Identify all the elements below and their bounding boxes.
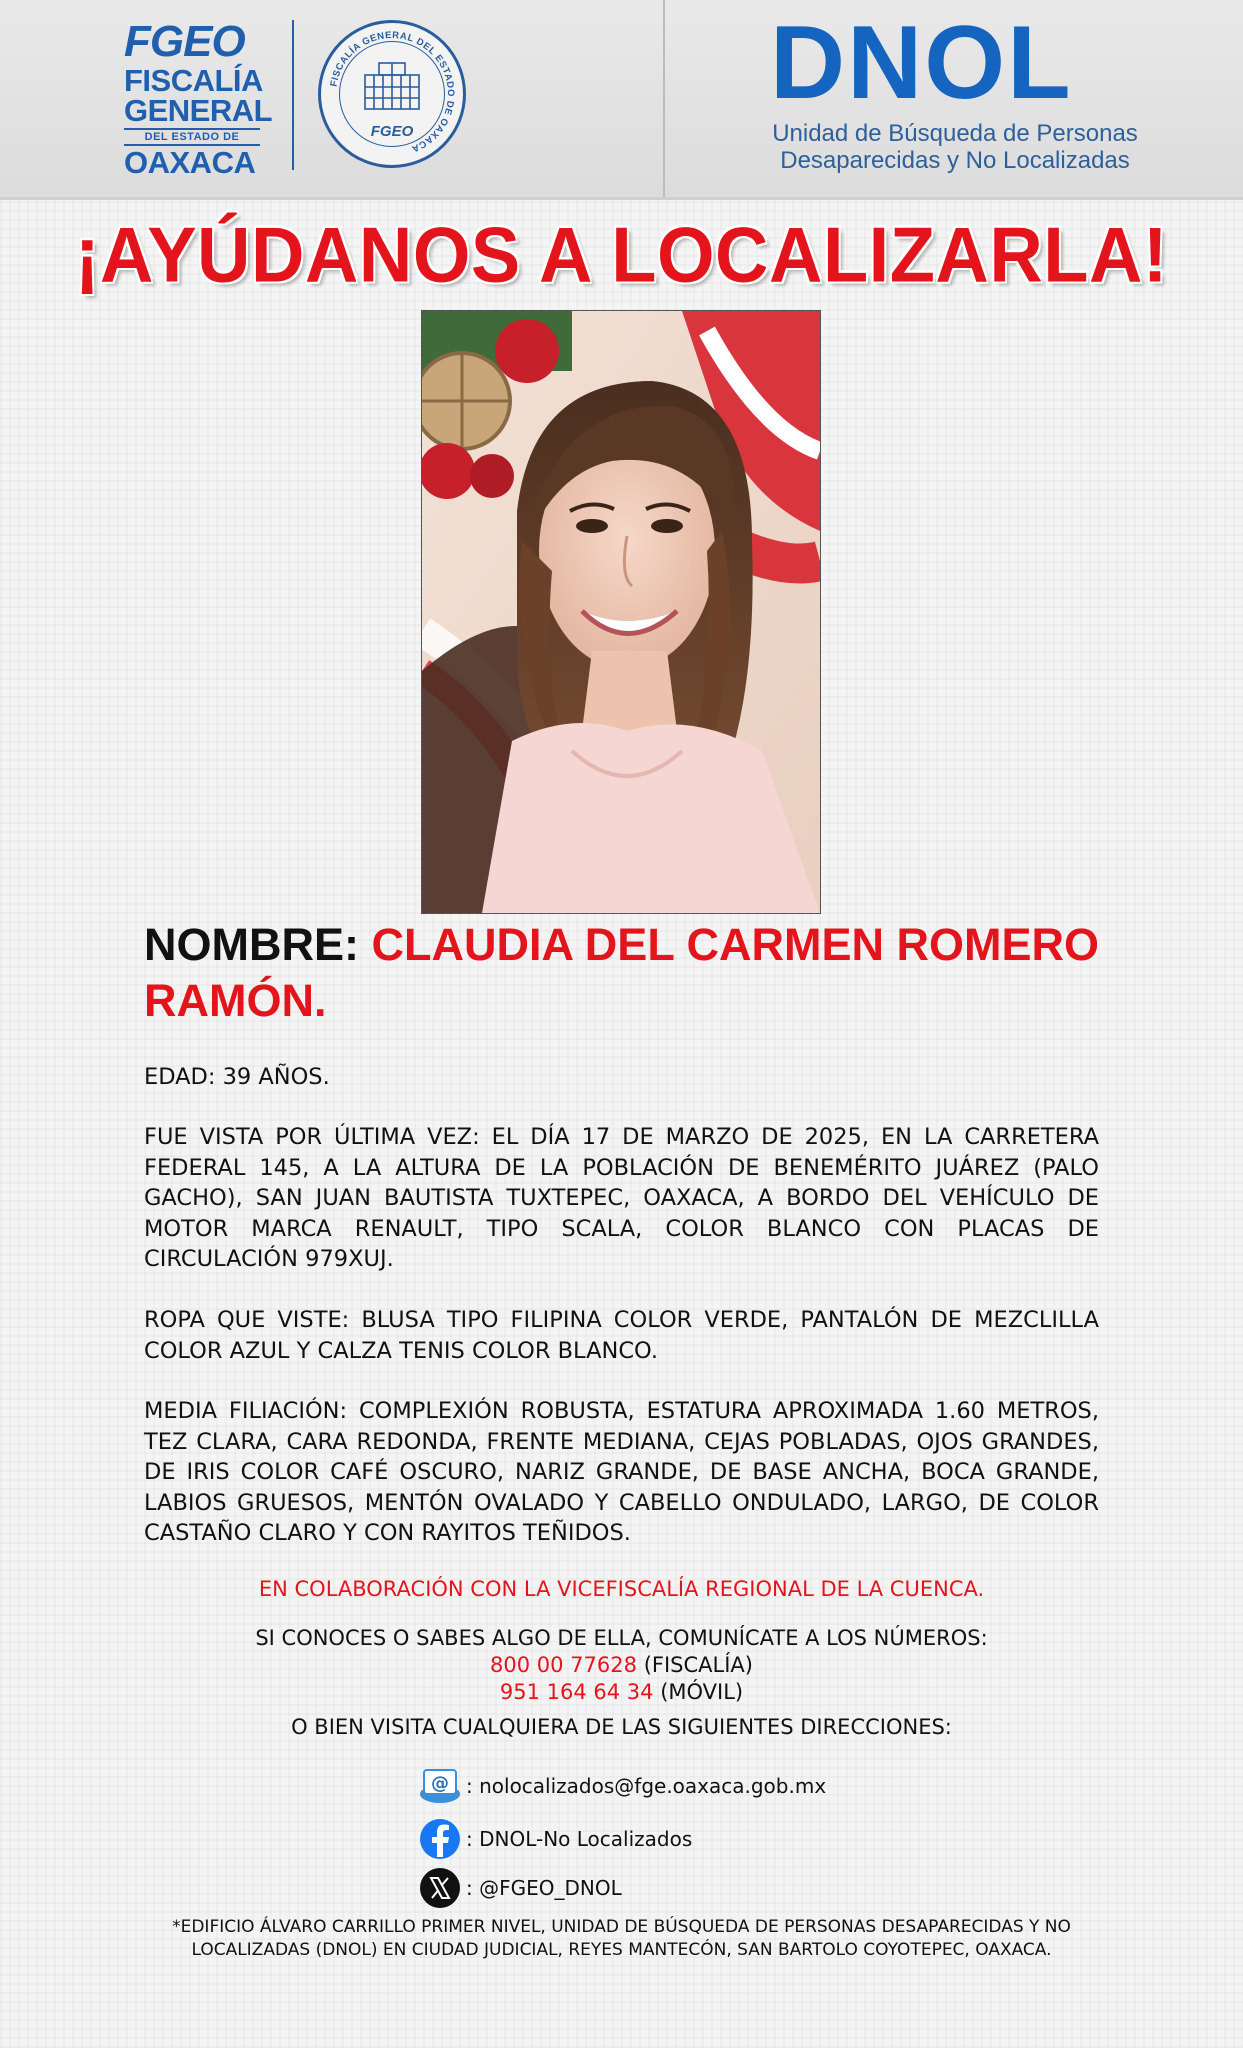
name-value: CLAUDIA DEL CARMEN ROMERO RAMÓN.	[144, 919, 1099, 1026]
fgeo-logo	[124, 18, 274, 178]
contact-intro: SI CONOCES O SABES ALGO DE ELLA, COMUNÍCATE A LOS NÚMEROS:	[255, 1626, 988, 1650]
facebook-contact	[418, 1817, 692, 1861]
address-footnote: *EDIFICIO ÁLVARO CARRILLO PRIMER NIVEL, UNIDAD DE BÚSQUEDA DE PERSONAS DESAPARECIDAS Y NO LOCALIZADAS (DNOL) EN CIUDAD JUDICIAL, REYES MANTECÓN, SAN BARTOLO COYOTEPEC, OAXACA.	[172, 1917, 1071, 1960]
phone-fiscalia-label: (FISCALÍA)	[643, 1653, 753, 1677]
twitter-contact	[418, 1866, 622, 1910]
seal-center-text: FGEO	[370, 123, 414, 140]
dnol-subtitle-line1: Unidad de Búsqueda de Personas	[772, 120, 1138, 147]
phone-movil	[0, 1679, 1243, 1706]
phone-fiscalia-number[interactable]: 800 00 77628	[490, 1653, 637, 1677]
phone-movil-label: (MÓVIL)	[660, 1680, 744, 1704]
name-label: NOMBRE:	[144, 919, 359, 970]
fgeo-seal-icon	[318, 20, 466, 168]
missing-person-photo	[421, 310, 821, 914]
phone-fiscalia	[0, 1652, 1243, 1679]
fgeo-line-del-estado: DEL ESTADO DE	[124, 128, 260, 146]
dnol-wordmark: DNOL	[770, 5, 1073, 121]
fgeo-line-general: GENERAL	[124, 93, 273, 128]
photo-illustration	[422, 311, 820, 913]
last-seen-text: FUE VISTA POR ÚLTIMA VEZ: EL DÍA 17 DE MARZO DE 2025, EN LA CARRETERA FEDERAL 145, A LA ALTURA DE LA POBLACIÓN DE BENEMÉRITO JUÁREZ (PALO GACHO), SAN JUAN BAUTISTA TUXTEPEC, OAXACA, A BORDO DEL VEHÍCULO DE MOTOR MARCA RENAULT, TIPO SCALA, COLOR BLANCO CON PLACAS DE CIRCULACIÓN 979XUJ.	[144, 1124, 1099, 1272]
visit-addresses-text: O BIEN VISITA CUALQUIERA DE LAS SIGUIENTES DIRECCIONES:	[291, 1715, 952, 1739]
phone-movil-number[interactable]: 951 164 64 34	[499, 1680, 654, 1704]
clothing-text: ROPA QUE VISTE: BLUSA TIPO FILIPINA COLOR VERDE, PANTALÓN DE MEZCLILLA COLOR AZUL Y CALZA TENIS COLOR BLANCO.	[144, 1307, 1099, 1364]
seal-ring-text: FISCALÍA GENERAL DEL ESTADO DE OAXACA	[328, 29, 457, 155]
email-contact	[418, 1764, 826, 1808]
svg-text:@: @	[431, 1773, 449, 1794]
headline: ¡AYÚDANOS A LOCALIZARLA!	[74, 210, 1169, 299]
physical-description-text: MEDIA FILIACIÓN: COMPLEXIÓN ROBUSTA, ESTATURA APROXIMADA 1.60 METROS, TEZ CLARA, CARA REDONDA, FRENTE MEDIANA, CEJAS POBLADAS, OJOS GRANDES, DE IRIS COLOR CAFÉ OSCURO, NARIZ GRANDE, DE BASE ANCHA, BOCA GRANDE, LABIOS GRUESOS, MENTÓN OVALADO Y CABELLO ONDULADO, LARGO, DE COLOR CASTAÑO CLARO Y CON RAYITOS TEÑIDOS.	[144, 1398, 1099, 1546]
x-twitter-icon	[418, 1866, 462, 1910]
fgeo-line-fiscalia: FISCALÍA	[124, 63, 263, 98]
header-banner	[0, 0, 1243, 200]
person-name	[144, 917, 1104, 1029]
dnol-subtitle-line2: Desaparecidas y No Localizadas	[780, 147, 1130, 174]
header-divider	[663, 0, 665, 197]
fgeo-line-oaxaca: OAXACA	[124, 145, 256, 180]
email-address[interactable]: : nolocalizados@fge.oaxaca.gob.mx	[466, 1774, 827, 1798]
age-text: EDAD: 39 AÑOS.	[144, 1064, 330, 1090]
logo-divider	[292, 20, 294, 170]
dnol-subtitle	[740, 120, 1170, 174]
twitter-handle[interactable]: : @FGEO_DNOL	[466, 1876, 622, 1900]
facebook-page[interactable]: : DNOL-No Localizados	[466, 1827, 693, 1851]
email-icon	[418, 1764, 462, 1808]
facebook-icon	[418, 1817, 462, 1861]
collaboration-note: EN COLABORACIÓN CON LA VICEFISCALÍA REGIONAL DE LA CUENCA.	[258, 1577, 985, 1601]
fgeo-wordmark: FGEO	[124, 17, 245, 66]
